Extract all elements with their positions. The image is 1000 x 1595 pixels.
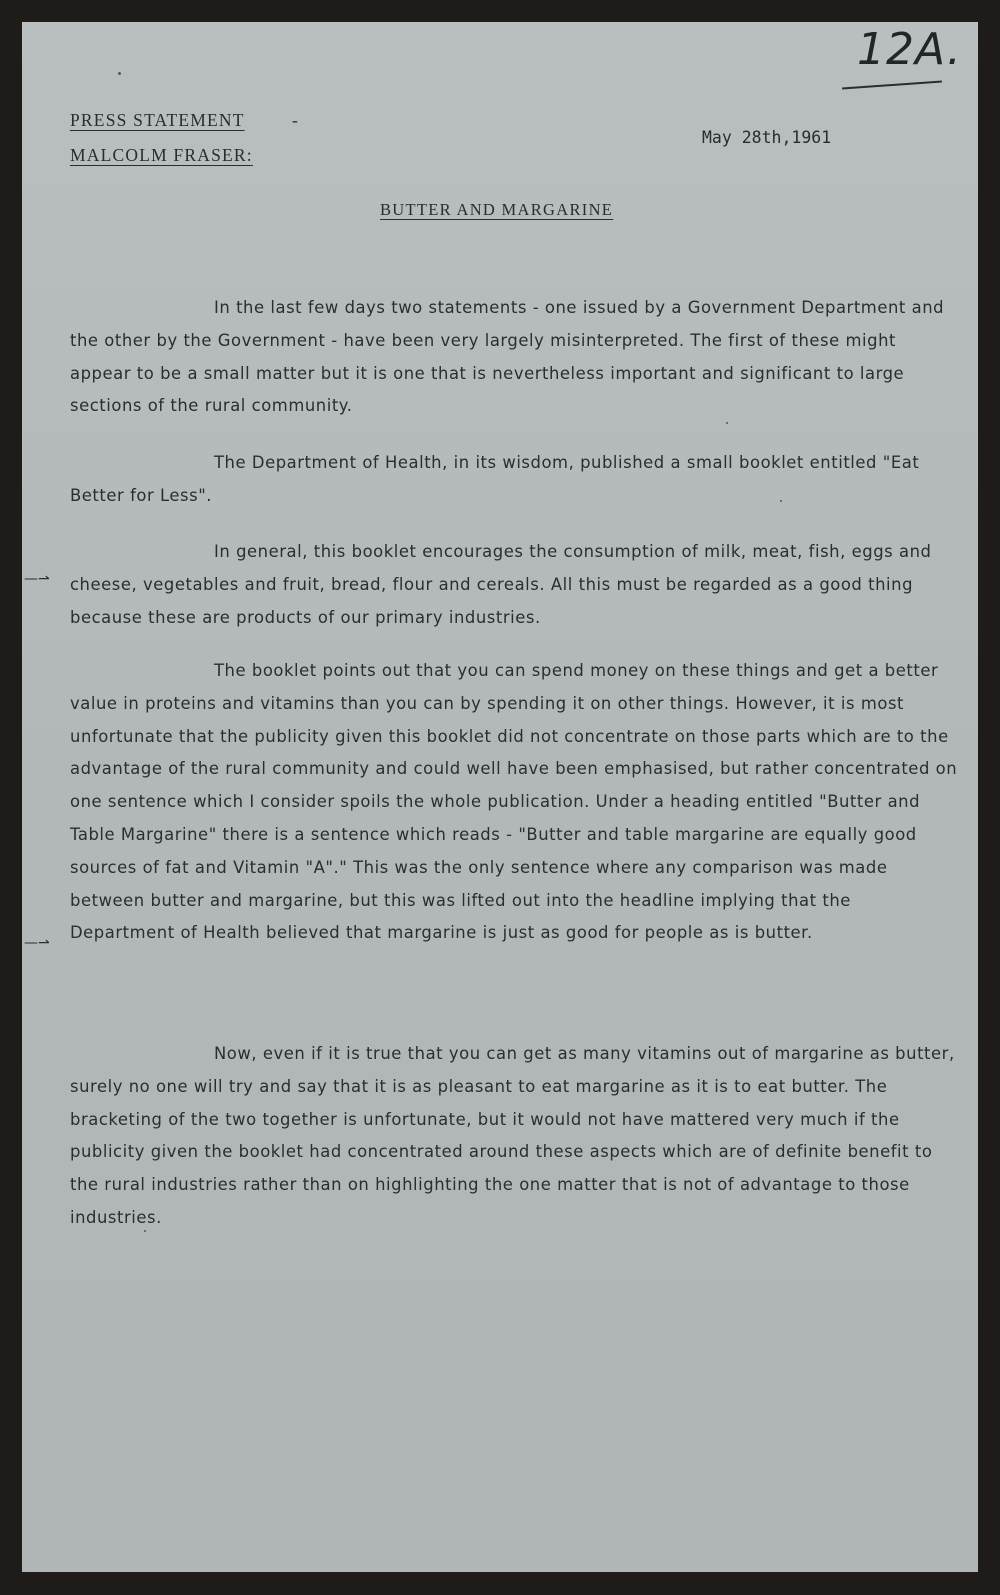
paragraph-1: In the last few days two statements - one issued by a Government Department and the other by the Government - have been very largely misinterpreted. The first of these might appear to be a small matter but it is one that is nevertheless important and significant to large sections of the rural community. [70,298,945,416]
statement-date: May 28th,1961 [702,128,832,147]
handwritten-folio-number: 12A. [857,24,962,75]
heading-dash: - [292,110,298,130]
paragraph-5: Now, even if it is true that you can get as many vitamins out of margarine as butter, surely no one will try and say that it is as pleasant to eat margarine as it is to eat butter. The bracketing of the two together is unfortunate, but it would not have mattered very much if the publicity given the booklet had concentrated around these aspects which are of definite benefit to the rural industries rather than on highlighting the one matter that is not of advantage to those industries. [70,1044,955,1227]
document-title: BUTTER AND MARGARINE [380,200,614,219]
margin-arrow-mark-icon: —⇀ [24,935,50,951]
paragraph-4: The booklet points out that you can spend money on these things and get a better value in proteins and vitamins than you can by spending it on other things. However, it is most unfortunate that the publicity given this booklet did not concentrate on those parts which are to the advantage of the rural community and could well have been emphasised, but rather concentrated on one sentence which I consider spoils the whole publication. Under a heading entitled "Butter and Table Margarine" there is a sentence which reads - "Butter and table margarine are equally good sources of fat and Vitamin "A"." This was the only sentence where any comparison was made between butter and margarine, but this was lifted out into the headline implying that the Department of Health believed that margarine is just as good for people as is butter. [70,661,958,943]
folio-underline [842,81,942,90]
author-heading: MALCOLM FRASER: [70,145,253,165]
paragraph-3: In general, this booklet encourages the consumption of milk, meat, fish, eggs and cheese, vegetables and fruit, bread, flour and cereals. All this must be regarded as a good thing because these are products of our primary industries. [70,542,932,627]
paragraph-2: The Department of Health, in its wisdom, published a small booklet entitled "Eat Better for Less". [70,453,920,505]
paper-speck [144,1230,146,1232]
paper-speck [726,422,728,424]
paper-speck [780,500,782,502]
document-page [22,22,978,1572]
margin-arrow-mark-icon: —⇀ [24,571,50,587]
press-statement-heading: PRESS STATEMENT [70,110,245,130]
paper-speck [118,72,121,75]
